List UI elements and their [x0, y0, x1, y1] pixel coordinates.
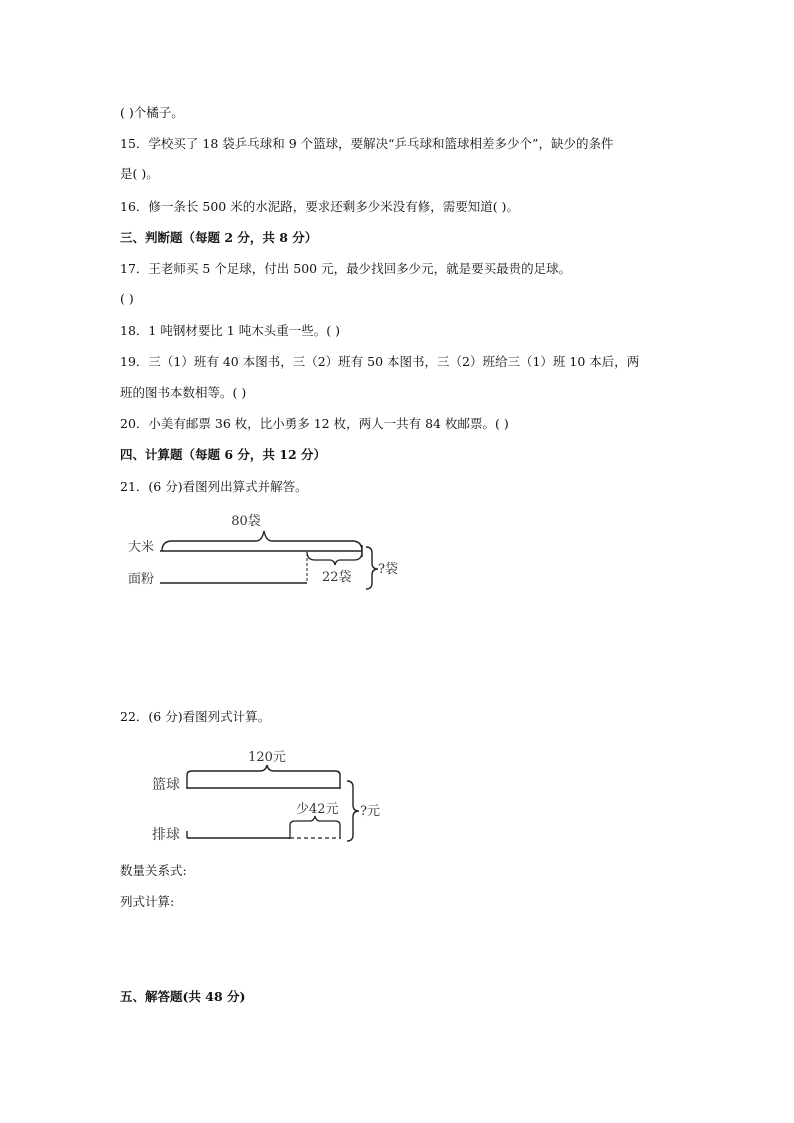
basketball-label: 篮球	[152, 777, 180, 793]
diagram-rice-flour-svg	[120, 505, 420, 595]
question-19-line1: 19．三（1）班有 40 本图书，三（2）班有 50 本图书，三（2）班给三（1）班 10 本后，两	[120, 354, 640, 369]
diagram-basketball-volleyball-svg	[150, 745, 410, 845]
top-brace	[162, 531, 362, 551]
diagram-basketball-volleyball	[150, 745, 410, 845]
rice-label: 大米	[128, 540, 155, 555]
question-label: ?袋	[378, 562, 398, 577]
volleyball-label: 排球	[152, 827, 180, 843]
question-21: 21．(6 分)看图列出算式并解答。	[120, 479, 308, 494]
question-19-line2: 班的图书本数相等。( )	[120, 385, 247, 400]
question-22: 22．(6 分)看图列式计算。	[120, 709, 271, 724]
question-17-line2: ( )	[120, 291, 134, 306]
total-label: 120元	[248, 750, 286, 765]
question-16: 16．修一条长 500 米的水泥路，要求还剩多少米没有修，需要知道( )。	[120, 199, 519, 214]
total-label: 80袋	[231, 514, 261, 529]
difference-label: 22袋	[322, 570, 352, 585]
section-3-heading: 三、判断题（每题 2 分，共 8 分）	[120, 230, 318, 245]
question-15-line2: 是( )。	[120, 166, 159, 181]
calculation-label: 列式计算:	[120, 894, 175, 909]
right-brace	[347, 781, 359, 841]
question-18: 18．1 吨钢材要比 1 吨木头重一些。( )	[120, 323, 340, 338]
right-brace	[366, 547, 378, 589]
flour-label: 面粉	[128, 572, 155, 587]
difference-label: 少42元	[296, 802, 339, 817]
question-15-line1: 15．学校买了 18 袋乒乓球和 9 个篮球，要解决“乒乓球和篮球相差多少个”，缺少的条件	[120, 136, 614, 151]
difference-brace	[290, 816, 340, 839]
question-20: 20．小美有邮票 36 枚，比小勇多 12 枚，两人一共有 84 枚邮票。( )	[120, 416, 509, 431]
difference-brace	[307, 552, 362, 565]
quantity-relation-label: 数量关系式:	[120, 863, 187, 878]
question-label: ?元	[360, 804, 380, 819]
question-14-continuation: ( )个橘子。	[120, 105, 184, 120]
section-4-heading: 四、计算题（每题 6 分，共 12 分）	[120, 447, 327, 462]
diagram-rice-flour	[120, 505, 420, 595]
section-5-heading: 五、解答题(共 48 分)	[120, 989, 246, 1004]
question-17-line1: 17．王老师买 5 个足球，付出 500 元，最少找回多少元，就是要买最贵的足球。	[120, 261, 572, 276]
top-brace	[187, 765, 340, 789]
